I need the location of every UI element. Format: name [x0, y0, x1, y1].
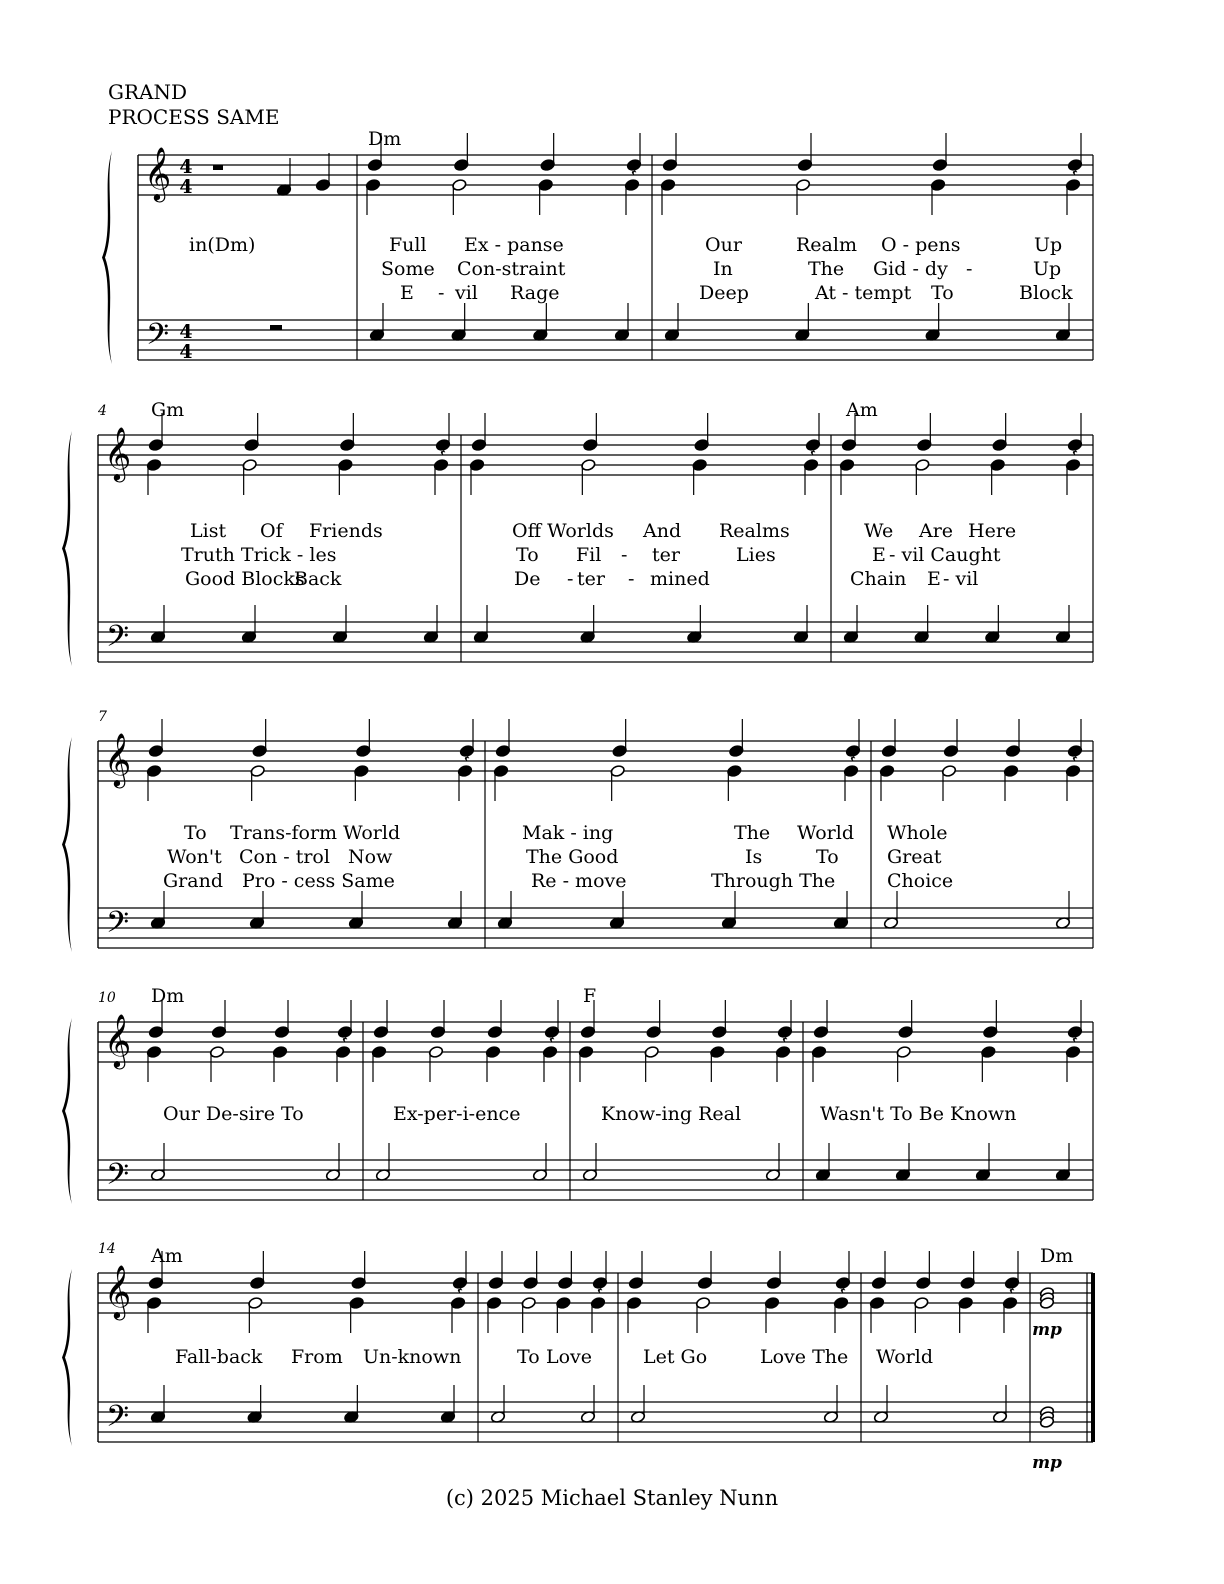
bass-clef-icon: 𝄢: [146, 318, 170, 359]
note-head: [694, 438, 709, 451]
note-head: [662, 158, 677, 171]
lyric-syllable: The Good: [526, 846, 619, 868]
note-head: [646, 1025, 661, 1038]
brace: [62, 737, 72, 952]
measure-number: 7: [98, 709, 107, 725]
note-head: [148, 1025, 163, 1038]
note-head: [349, 1296, 364, 1309]
note-head: [274, 1025, 289, 1038]
lyric-syllable: Back: [294, 568, 342, 590]
brace: [102, 151, 112, 364]
note-head: [695, 1296, 710, 1309]
note-head: [583, 438, 598, 451]
lyric-syllable: Of: [260, 520, 283, 542]
treble-clef-icon: 𝄞: [104, 732, 132, 786]
note-head: [209, 1045, 224, 1058]
note-head: [729, 744, 744, 757]
note-head: [367, 158, 382, 171]
lyric-syllable: mined: [650, 568, 710, 590]
lyric-syllable: -: [628, 568, 635, 590]
lyric-syllable: Deep: [699, 282, 749, 304]
note-head: [469, 458, 484, 471]
note-head: [338, 458, 353, 471]
note-head: [1005, 744, 1020, 757]
note-head: [578, 1045, 593, 1058]
note-head: [272, 1045, 287, 1058]
quarter-rest-icon: 𝄽: [809, 438, 817, 463]
note-head: [612, 744, 627, 757]
note-head: [538, 178, 553, 191]
measure-number: 14: [98, 1241, 116, 1257]
lyric-syllable: Lies: [736, 544, 776, 566]
note-head: [943, 744, 958, 757]
quarter-rest-icon: 𝄽: [341, 1025, 349, 1050]
lyric-syllable: The: [734, 822, 771, 844]
note-head: [626, 1296, 641, 1309]
treble-staff: [98, 1022, 1093, 1062]
note-head: [452, 178, 467, 191]
chord-symbol: F: [583, 985, 597, 1007]
lyric-syllable: To: [516, 544, 539, 566]
note-head: [869, 1296, 884, 1309]
note-head: [697, 1276, 712, 1289]
lyric-syllable: Is: [745, 846, 763, 868]
quarter-rest-icon: 𝄽: [596, 1276, 604, 1301]
lyric-syllable: Con - trol: [239, 846, 330, 868]
note-head: [495, 744, 510, 757]
header-line-2: PROCESS SAME: [108, 105, 280, 129]
lyric-syllable: Truth Trick - les: [181, 544, 337, 566]
note-head: [365, 178, 380, 191]
quarter-rest-icon: 𝄽: [839, 1276, 847, 1301]
note-head: [351, 1276, 366, 1289]
note-head: [356, 744, 371, 757]
chord-symbol: Am: [846, 399, 878, 421]
note-head: [486, 1296, 501, 1309]
bass-clef-icon: 𝄢: [106, 1400, 130, 1441]
lyric-syllable: O - pens: [881, 234, 961, 256]
brace: [62, 1269, 72, 1446]
lyric-syllable: Fall-back: [175, 1346, 263, 1368]
quarter-rest-icon: 𝄽: [463, 744, 471, 769]
quarter-rest-icon: 𝄽: [1008, 1276, 1016, 1301]
note-head: [983, 1025, 998, 1038]
lyric-syllable: ter: [652, 544, 680, 566]
lyric-syllable: - vil: [943, 568, 979, 590]
lyric-syllable: Un-known: [363, 1346, 462, 1368]
note-head: [811, 1045, 826, 1058]
time-signature-top: 4: [179, 156, 193, 178]
lyric-syllable: Some: [381, 258, 435, 280]
note-head: [896, 1045, 911, 1058]
lyric-syllable: Rage: [510, 282, 560, 304]
note-head: [430, 1025, 445, 1038]
note-head: [471, 438, 486, 451]
note-head: [660, 178, 675, 191]
treble-clef-icon: 𝄞: [104, 426, 132, 480]
treble-clef-icon: 𝄞: [144, 146, 172, 200]
note-head: [248, 1296, 263, 1309]
measure-number: 4: [98, 403, 107, 419]
lyric-syllable: vil: [455, 282, 478, 304]
lyric-syllable: Through The: [711, 870, 836, 892]
lyric-syllable: E: [927, 568, 941, 590]
dynamic-marking: mp: [1032, 1320, 1062, 1340]
note-head: [244, 438, 259, 451]
lyric-syllable: Off Worlds: [512, 520, 614, 542]
note-head: [371, 1045, 386, 1058]
treble-clef-icon: 𝄞: [104, 1013, 132, 1067]
chord-symbol: Am: [151, 1245, 183, 1267]
note-head: [610, 764, 625, 777]
note-head: [454, 158, 469, 171]
note-head: [628, 1276, 643, 1289]
lyric-syllable: To: [816, 846, 839, 868]
lyric-syllable: Now: [348, 846, 393, 868]
note-head: [914, 1296, 929, 1309]
lyric-syllable: Chain: [850, 568, 907, 590]
lyric-syllable: ter: [577, 568, 605, 590]
note-head: [898, 1025, 913, 1038]
chord-symbol: Gm: [151, 399, 185, 421]
lyric-syllable: Know-ing Real: [601, 1103, 742, 1125]
chord-symbol: Dm: [1040, 1245, 1074, 1267]
lyric-syllable: Block: [1019, 282, 1073, 304]
lyric-syllable: World: [797, 822, 854, 844]
note-head: [250, 1276, 265, 1289]
lyric-syllable: Fil: [576, 544, 602, 566]
lyric-syllable: Ex-per-i-ence: [393, 1103, 521, 1125]
note-head: [250, 764, 265, 777]
lyric-syllable: Mak - ing: [522, 822, 614, 844]
note-head: [958, 1296, 973, 1309]
note-head: [881, 744, 896, 757]
note-head: [252, 744, 267, 757]
note-head: [148, 744, 163, 757]
lyric-syllable: in(Dm): [189, 234, 256, 256]
note-head: [797, 158, 812, 171]
measure-number: 10: [98, 990, 116, 1006]
note-head: [992, 438, 1007, 451]
note-head: [493, 764, 508, 777]
lyric-syllable: -: [567, 568, 574, 590]
quarter-rest-icon: 𝄽: [439, 438, 447, 463]
note-head: [915, 458, 930, 471]
lyric-syllable: Love: [546, 1346, 593, 1368]
quarter-rest-icon: 𝄽: [1071, 438, 1079, 463]
lyric-syllable: Wasn't To Be Known: [820, 1103, 1017, 1125]
header-line-1: GRAND: [108, 80, 188, 104]
note-head: [211, 1025, 226, 1038]
lyric-syllable: Are: [919, 520, 954, 542]
dynamic-marking: mp: [1032, 1453, 1062, 1473]
lyric-syllable: Grand: [163, 870, 223, 892]
copyright-notice: (c) 2025 Michael Stanley Nunn: [445, 1486, 779, 1510]
note-head: [813, 1025, 828, 1038]
half-rest: [213, 165, 223, 170]
quarter-rest-icon: 𝄽: [849, 744, 857, 769]
note-head: [766, 1276, 781, 1289]
note-head: [712, 1025, 727, 1038]
lyric-syllable: Here: [968, 520, 1017, 542]
note-head: [839, 458, 854, 471]
lyric-syllable: -: [621, 544, 628, 566]
brace: [62, 431, 72, 666]
lyric-syllable: Love The: [760, 1346, 849, 1368]
lyric-syllable: Won't: [167, 846, 222, 868]
lyric-syllable: World: [876, 1346, 933, 1368]
note-head: [521, 1296, 536, 1309]
note-head: [916, 1276, 931, 1289]
lyric-syllable: Up: [1034, 234, 1063, 256]
note-head: [941, 764, 956, 777]
note-head: [373, 1025, 388, 1038]
treble-clef-icon: 𝄞: [104, 1264, 132, 1318]
lyric-syllable: Trans-form World: [230, 822, 401, 844]
note-head: [960, 1276, 975, 1289]
note-head: [841, 438, 856, 451]
lyric-syllable: Pro - cess Same: [242, 870, 395, 892]
note-head: [146, 764, 161, 777]
note-head: [146, 458, 161, 471]
lyric-syllable: Full: [389, 234, 427, 256]
lyric-syllable: Re - move: [531, 870, 627, 892]
lyric-syllable: Let Go: [643, 1346, 708, 1368]
note-head: [354, 764, 369, 777]
lyric-syllable: In: [713, 258, 733, 280]
lyric-syllable: Our: [705, 234, 742, 256]
lyric-syllable: E: [400, 282, 414, 304]
lyric-syllable: Choice: [887, 870, 954, 892]
note-head: [558, 1276, 573, 1289]
time-signature-top: 4: [179, 321, 193, 343]
lyric-syllable: Good Blocks: [185, 568, 305, 590]
lyric-syllable: E: [872, 544, 886, 566]
note-head: [917, 438, 932, 451]
time-signature-bottom: 4: [179, 341, 193, 363]
note-head: [932, 158, 947, 171]
note-head: [556, 1296, 571, 1309]
note-head: [485, 1045, 500, 1058]
note-head: [581, 458, 596, 471]
lyric-syllable: Gid - dy: [873, 258, 948, 280]
lyric-syllable: List: [190, 520, 227, 542]
note-head: [148, 438, 163, 451]
lyric-syllable: From: [291, 1346, 343, 1368]
lyric-syllable: De: [514, 568, 541, 590]
bass-clef-icon: 𝄢: [106, 620, 130, 661]
note-head: [764, 1296, 779, 1309]
note-head: [795, 178, 810, 191]
lyric-syllable: At - tempt: [815, 282, 912, 304]
quarter-rest-icon: 𝄽: [781, 1025, 789, 1050]
chord-symbol: Dm: [151, 985, 185, 1007]
lyric-syllable: Realms: [719, 520, 790, 542]
quarter-rest-icon: 𝄽: [456, 1276, 464, 1301]
note-head: [981, 1045, 996, 1058]
note-head: [879, 764, 894, 777]
lyric-syllable: Ex - panse: [464, 234, 564, 256]
lyric-syllable: To: [184, 822, 207, 844]
note-head: [315, 178, 330, 191]
lyric-syllable: Our De-sire To: [163, 1103, 304, 1125]
time-signature-bottom: 4: [179, 176, 193, 198]
lyric-syllable: Up: [1033, 258, 1062, 280]
lyric-syllable: -: [966, 258, 973, 280]
note-head: [930, 178, 945, 191]
note-head: [580, 1025, 595, 1038]
note-head: [146, 1045, 161, 1058]
note-head: [692, 458, 707, 471]
bass-staff: [98, 908, 1093, 948]
note-head: [644, 1045, 659, 1058]
lyric-syllable: And: [643, 520, 682, 542]
note-head: [340, 438, 355, 451]
note-head: [242, 458, 257, 471]
quarter-rest-icon: 𝄽: [1071, 744, 1079, 769]
lyric-syllable: Whole: [887, 822, 948, 844]
lyric-syllable: -: [438, 282, 445, 304]
quarter-rest-icon: 𝄽: [630, 158, 638, 183]
lyric-syllable: Friends: [309, 520, 383, 542]
quarter-rest-icon: 𝄽: [548, 1025, 556, 1050]
lyric-syllable: Great: [887, 846, 942, 868]
note-head: [540, 158, 555, 171]
lyric-syllable: - vil Caught: [889, 544, 1001, 566]
note-head: [148, 1276, 163, 1289]
lyric-syllable: To: [517, 1346, 540, 1368]
lyric-syllable: The: [808, 258, 845, 280]
bass-staff: [98, 1402, 1093, 1442]
quarter-rest-icon: 𝄽: [1071, 1025, 1079, 1050]
note-head: [871, 1276, 886, 1289]
note-head: [727, 764, 742, 777]
brace: [62, 1018, 72, 1204]
lyric-syllable: To: [931, 282, 954, 304]
note-head: [523, 1276, 538, 1289]
bass-clef-icon: 𝄢: [106, 1158, 130, 1199]
note-head: [146, 1296, 161, 1309]
note-head: [428, 1045, 443, 1058]
half-rest: [270, 325, 282, 330]
lyric-syllable: Con-straint: [457, 258, 566, 280]
note-head: [488, 1276, 503, 1289]
lyric-syllable: We: [864, 520, 894, 542]
note-head: [990, 458, 1005, 471]
bass-clef-icon: 𝄢: [106, 906, 130, 947]
note-head: [710, 1045, 725, 1058]
lyric-syllable: Realm: [796, 234, 857, 256]
note-head: [487, 1025, 502, 1038]
chord-symbol: Dm: [368, 128, 402, 150]
note-head: [1003, 764, 1018, 777]
quarter-rest-icon: 𝄽: [1071, 158, 1079, 183]
